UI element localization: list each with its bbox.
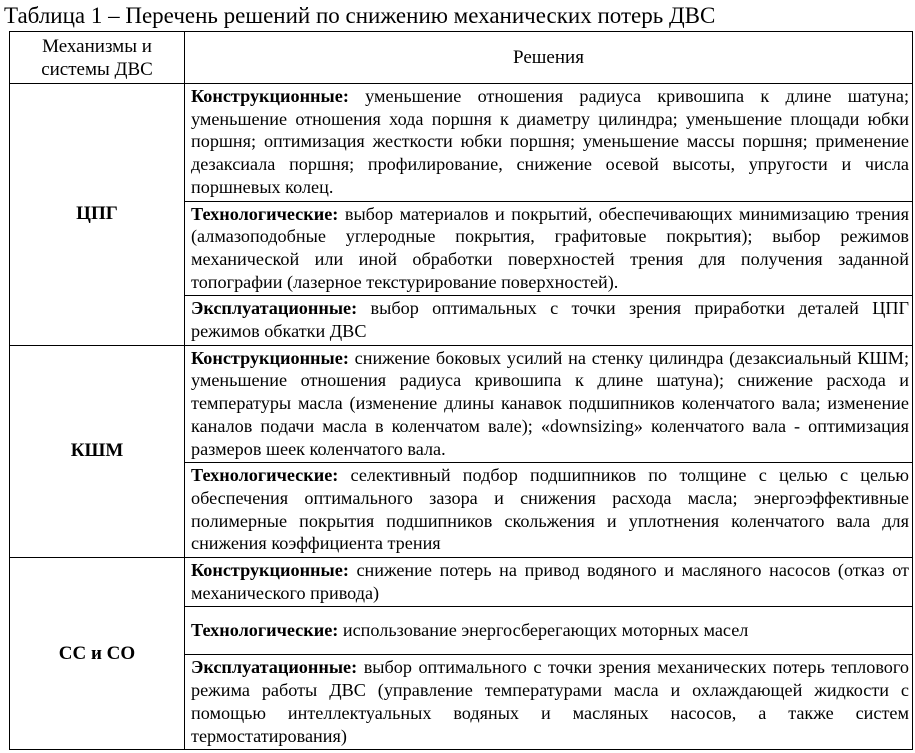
solution-label: Конструкционные: xyxy=(191,347,349,368)
table-row xyxy=(10,558,913,607)
group-name-cpg: ЦПГ xyxy=(10,84,185,346)
header-mechanisms-line1: Механизмы и xyxy=(42,35,152,57)
solution-label: Технологические: xyxy=(191,620,339,641)
solution-cell xyxy=(185,296,913,345)
header-mechanisms-line2: системы ДВС xyxy=(41,58,153,80)
table-header-row xyxy=(10,32,913,84)
solution-cell xyxy=(185,655,913,750)
solution-cell xyxy=(185,558,913,607)
solution-cell xyxy=(185,463,913,558)
solution-label: Эксплуатационные: xyxy=(191,657,358,678)
group-name-kshm: КШМ xyxy=(10,345,185,557)
solution-text: выбор оптимальных с точки зрения приработки деталей ЦПГ режимов обкатки ДВС xyxy=(191,298,909,342)
solution-text: выбор оптимального с точки зрения механических потерь теплового режима работы ДВС (управление температурами масла и охлаждающей жидкости с помощью интеллектуальных водяных и масляных насосов, а также систем термостатирования) xyxy=(191,657,909,746)
solution-text: снижение потерь на привод водяного и масляного насосов (отказ от механического привода) xyxy=(191,560,909,603)
solution-text: снижение боковых усилий на стенку цилиндра (дезаксиальный КШМ; уменьшение отношения радиуса кривошипа к длине шатуна); снижение расхода и температуры масла (изменение длины канавок подшипников коленчатого вала; изменение каналов подачи масла в коленчатом вале); «downsizing» коленчатого вала - оптимизация размеров шеек коленчатого вала. xyxy=(191,347,909,459)
group-name-ss-so: СС и СО xyxy=(10,558,185,750)
solution-label: Эксплуатационные: xyxy=(191,298,358,319)
table-row xyxy=(10,84,913,202)
header-solutions: Решения xyxy=(185,32,913,84)
solutions-table xyxy=(9,31,913,750)
solution-cell xyxy=(185,345,913,463)
solution-text: использование энергосберегающих моторных масел xyxy=(338,620,749,641)
solution-cell xyxy=(185,201,913,296)
table-row xyxy=(10,345,913,463)
solution-label: Технологические: xyxy=(191,465,339,486)
solution-cell xyxy=(185,607,913,655)
solution-text: выбор материалов и покрытий, обеспечивающих минимизацию трения (алмазоподобные углеродные покрытия, графитовые покрытия); выбор режимов механической или иной обработки поверхностей трения для получения заданной топографии (лазерное текстурирование поверхностей). xyxy=(191,203,909,292)
solution-label: Конструкционные: xyxy=(191,86,349,106)
header-mechanisms xyxy=(10,32,185,84)
solution-label: Конструкционные: xyxy=(191,560,349,581)
solution-label: Технологические: xyxy=(191,203,339,224)
solution-text: уменьшение отношения радиуса кривошипа к длине шатуна; уменьшение отношения хода поршня к диаметру цилиндра; уменьшение площади юбки поршня; оптимизация жесткости юбки поршня; уменьшение массы поршня; применение дезаксиала поршня; профилирование, снижение осевой высоты, упругости и числа поршневых колец. xyxy=(191,86,909,197)
solution-text: селективный подбор подшипников по толщине с целью с целью обеспечения оптимального зазора и снижения расхода масла; энергоэффективные полимерные покрытия подшипников скольжения и уплотнения коленчатого вала для снижения коэффициента трения xyxy=(191,465,909,554)
solution-cell xyxy=(185,84,913,202)
table-caption: Таблица 1 – Перечень решений по снижению механических потерь ДВС xyxy=(4,3,716,28)
